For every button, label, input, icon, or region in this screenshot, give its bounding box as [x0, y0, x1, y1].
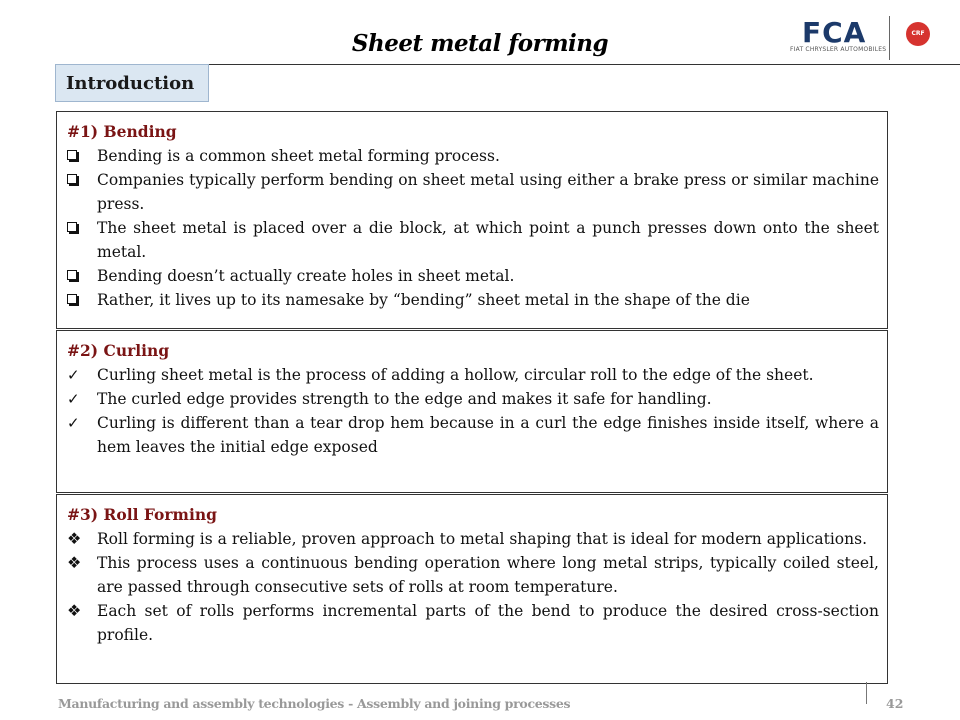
bullet-list: [67, 527, 879, 647]
list-item: [67, 551, 879, 599]
list-item-text: Companies typically perform bending on sheet metal using either a brake press or similar machine press.: [97, 171, 879, 213]
footer-divider: [866, 682, 867, 704]
list-item: [67, 216, 879, 264]
list-item: [67, 288, 879, 312]
list-item-text: Rather, it lives up to its namesake by “bending” sheet metal in the shape of the die: [97, 291, 750, 309]
list-item-text: Curling is different than a tear drop hem because in a curl the edge finishes inside itself, where a hem leaves the initial edge exposed: [97, 414, 879, 456]
section-box-roll-forming: [56, 494, 888, 684]
list-item: [67, 264, 879, 288]
list-item-text: Roll forming is a reliable, proven approach to metal shaping that is ideal for modern applications.: [97, 530, 867, 548]
checkbox-square-icon: [67, 216, 91, 240]
bullet-list: [67, 144, 879, 312]
logo-divider: [889, 16, 890, 60]
list-item-text: Bending doesn’t actually create holes in sheet metal.: [97, 267, 515, 285]
checkmark-icon: ✓: [67, 366, 80, 384]
fca-logo-subtext: FIAT CHRYSLER AUTOMOBILES: [790, 46, 887, 53]
list-item-text: The curled edge provides strength to the edge and makes it safe for handling.: [97, 390, 712, 408]
list-item-text: This process uses a continuous bending operation where long metal strips, typically coiled steel, are passed through consecutive sets of rolls at room temperature.: [97, 554, 879, 596]
list-item: [67, 168, 879, 216]
checkmark-icon: ✓: [67, 414, 80, 432]
list-item: [67, 527, 879, 551]
list-item-text: Each set of rolls performs incremental parts of the bend to produce the desired cross-section profile.: [97, 602, 879, 644]
slide-title: Sheet metal forming: [351, 30, 609, 57]
checkbox-square-icon: [67, 168, 91, 192]
section-box-curling: [56, 330, 888, 493]
fca-logo-wordmark: FCA: [802, 16, 867, 49]
list-item-text: The sheet metal is placed over a die block, at which point a punch presses down onto the sheet metal.: [97, 219, 879, 261]
section-heading: #3) Roll Forming: [67, 505, 217, 524]
list-item: [67, 363, 879, 387]
diamond-bullet-icon: ❖: [67, 529, 82, 548]
diamond-bullet-icon: ❖: [67, 601, 82, 620]
diamond-bullet-icon: ❖: [67, 553, 82, 572]
page-number: 42: [886, 696, 904, 711]
list-item-text: Curling sheet metal is the process of adding a hollow, circular roll to the edge of the sheet.: [97, 366, 814, 384]
crf-badge-icon: CRF: [906, 22, 930, 46]
checkbox-square-icon: [67, 264, 91, 288]
list-item: [67, 387, 879, 411]
bullet-list: [67, 363, 879, 459]
section-heading: #2) Curling: [67, 341, 170, 360]
checkbox-square-icon: [67, 288, 91, 312]
fca-logo: [790, 16, 930, 56]
list-item: [67, 411, 879, 459]
checkmark-icon: ✓: [67, 390, 80, 408]
section-tab-introduction: Introduction: [55, 64, 209, 102]
section-heading: #1) Bending: [67, 122, 177, 141]
list-item: [67, 144, 879, 168]
list-item-text: Bending is a common sheet metal forming process.: [97, 147, 500, 165]
footer-course-title: Manufacturing and assembly technologies - Assembly and joining processes: [58, 696, 571, 711]
list-item: [67, 599, 879, 647]
section-box-bending: [56, 111, 888, 329]
checkbox-square-icon: [67, 144, 91, 168]
